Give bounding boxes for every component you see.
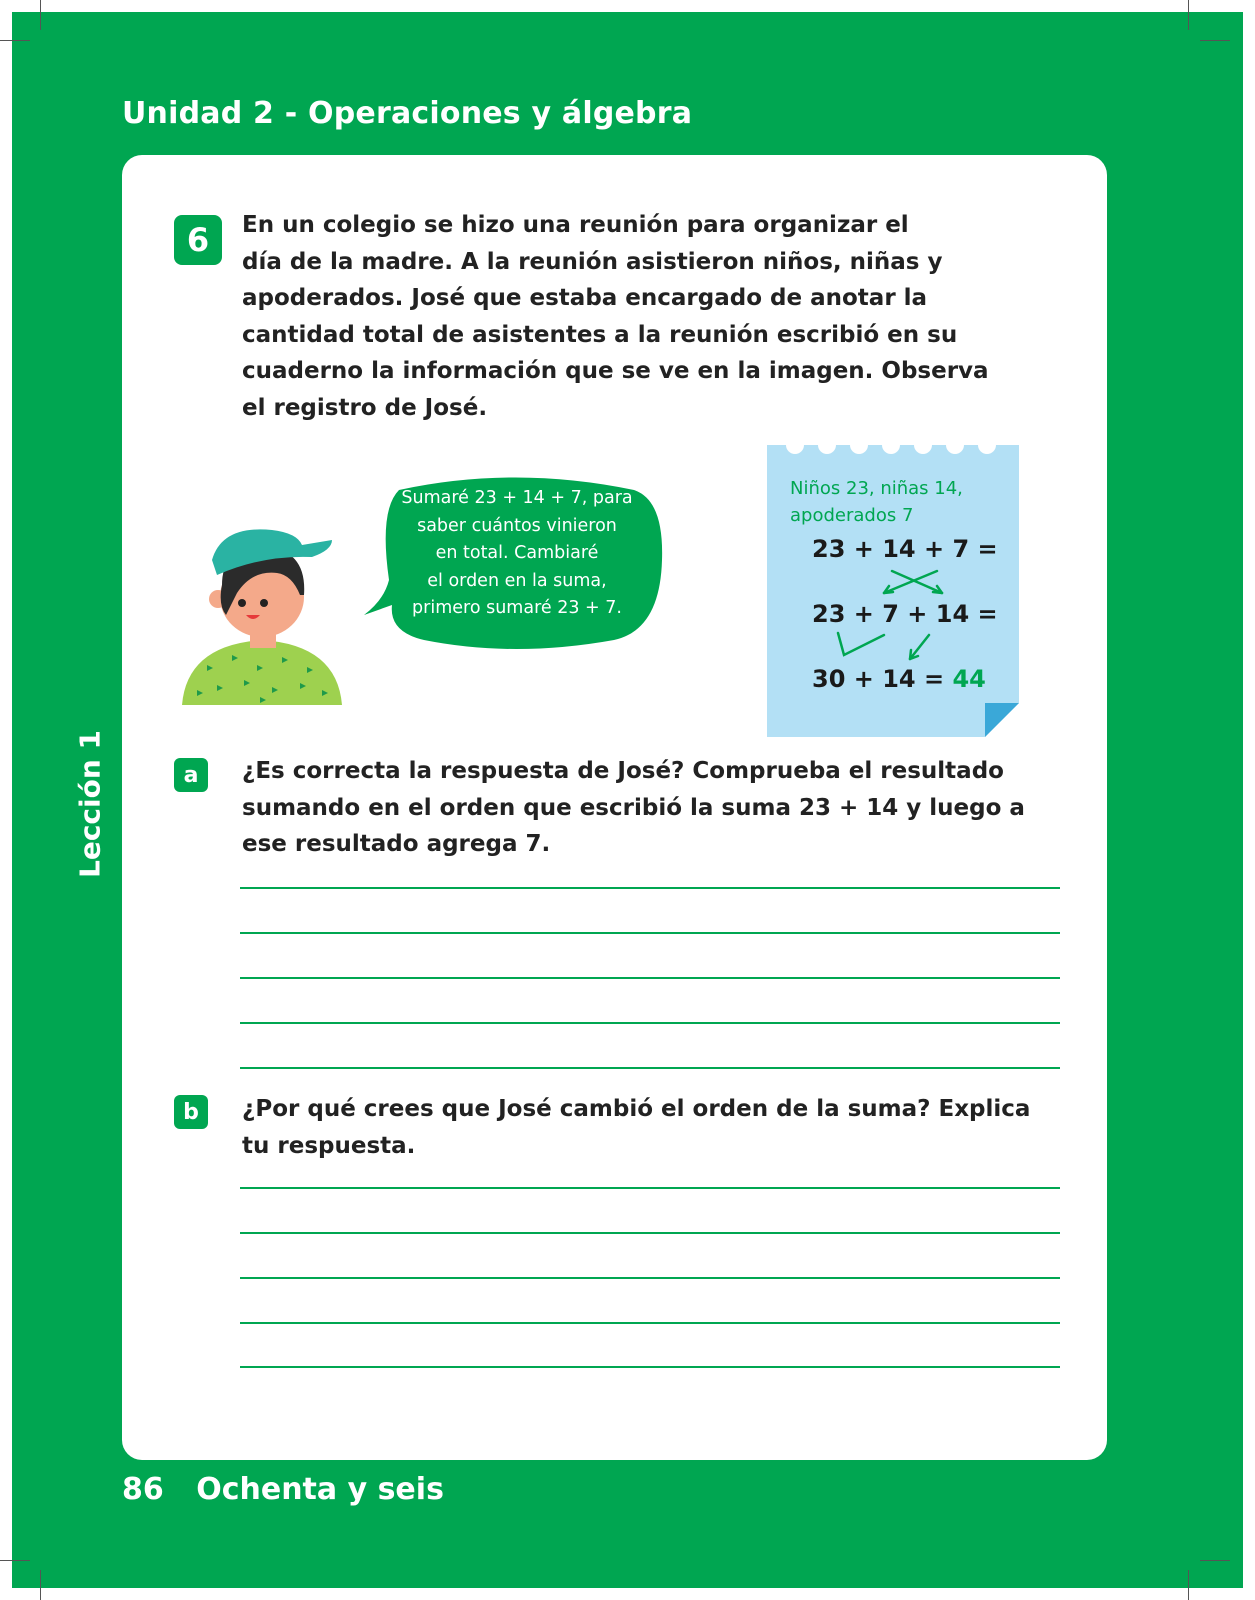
crop-mark	[1188, 1570, 1189, 1600]
note-heading-line: Niños 23, niñas 14,	[790, 478, 963, 499]
answer-line-a1[interactable]	[240, 887, 1060, 889]
note-heading-line: apoderados 7	[790, 505, 914, 526]
answer-line-b1[interactable]	[240, 1187, 1060, 1189]
answer-line-b2[interactable]	[240, 1232, 1060, 1234]
speech-text	[372, 485, 662, 623]
answer-line-b4[interactable]	[240, 1322, 1060, 1324]
answer-line-a3[interactable]	[240, 977, 1060, 979]
statement-line: el registro de José.	[242, 394, 488, 421]
problem-number-badge: 6	[174, 215, 222, 265]
speech-line: el orden en la suma,	[427, 570, 607, 591]
answer-line-a5[interactable]	[240, 1067, 1060, 1069]
answer-line-a4[interactable]	[240, 1022, 1060, 1024]
statement-line: cuaderno la información que se ve en la imagen. Observa	[242, 358, 989, 384]
boy-illustration	[182, 515, 342, 725]
crop-mark	[0, 1560, 30, 1561]
question-line: sumando en el orden que escribió la suma 23 + 14 y luego a	[242, 794, 1025, 821]
equation-3-equals: =	[923, 665, 945, 693]
question-a-badge: a	[174, 758, 208, 792]
answer-line-b3[interactable]	[240, 1277, 1060, 1279]
crop-mark	[0, 40, 30, 41]
crop-mark	[1188, 0, 1189, 30]
speech-line: primero sumaré 23 + 7.	[412, 598, 622, 618]
lesson-tab	[60, 724, 120, 884]
swap-arrows-icon	[812, 563, 992, 673]
crop-mark	[1200, 1560, 1230, 1561]
statement-line: día de la madre. A la reunión asistieron niños, niñas y	[242, 248, 943, 275]
speech-line: Sumaré 23 + 14 + 7, para	[401, 488, 633, 508]
speech-line: en total. Cambiaré	[435, 543, 599, 563]
unit-title: Unidad 2 - Operaciones y álgebra	[122, 96, 693, 131]
question-line: ¿Es correcta la respuesta de José? Comprueba el resultado	[242, 758, 1004, 784]
equation-3-result: 44	[952, 665, 986, 693]
question-line: ¿Por qué crees que José cambió el orden de la suma? Explica	[242, 1096, 1031, 1122]
crop-mark	[1200, 40, 1230, 41]
statement-line: apoderados. José que estaba encargado de anotar la	[242, 285, 928, 311]
crop-mark	[40, 0, 41, 30]
question-b-text	[242, 1091, 1030, 1164]
question-a-text	[242, 753, 1025, 863]
exercise-card	[122, 155, 1107, 1460]
page-number-words: Ochenta y seis	[196, 1472, 444, 1507]
equation-2: 23 + 7 + 14 =	[812, 600, 998, 628]
answer-line-b5[interactable]	[240, 1366, 1060, 1368]
page-number: 86	[122, 1472, 164, 1507]
crop-mark	[40, 1570, 41, 1600]
question-line: tu respuesta.	[242, 1132, 416, 1159]
question-line: ese resultado agrega 7.	[242, 831, 551, 857]
lesson-label: Lección 1	[73, 729, 107, 879]
problem-statement	[242, 207, 989, 426]
question-b-badge: b	[174, 1095, 208, 1129]
page-footer	[122, 1472, 444, 1507]
equation-3-left: 30 + 14	[812, 665, 916, 693]
speech-line: saber cuántos vinieron	[417, 515, 617, 536]
statement-line: En un colegio se hizo una reunión para organizar el	[242, 212, 909, 238]
equation-1: 23 + 14 + 7 =	[812, 535, 998, 563]
note-heading	[790, 475, 1010, 529]
answer-line-a2[interactable]	[240, 932, 1060, 934]
statement-line: cantidad total de asistentes a la reunión escribió en su	[242, 321, 958, 348]
